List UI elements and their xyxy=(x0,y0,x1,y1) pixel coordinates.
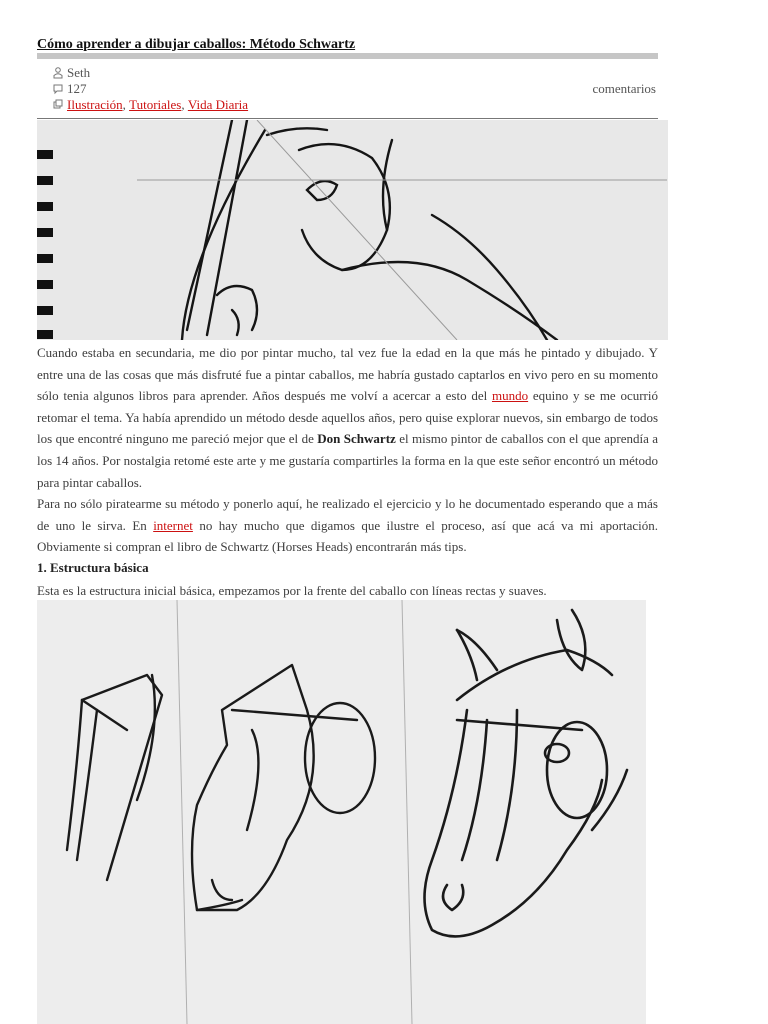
category-link-tutoriales[interactable]: Tutoriales xyxy=(129,97,182,112)
meta-categories: Ilustración , Tutoriales , Vida Diaria xyxy=(53,97,248,113)
comments-label[interactable]: comentarios xyxy=(592,81,656,96)
section-heading: 1. Estructura básica xyxy=(37,560,149,575)
horse-structure-drawing xyxy=(37,600,646,1024)
article-title[interactable]: Cómo aprender a dibujar caballos: Método Schwartz xyxy=(37,37,356,52)
comment-count[interactable]: 127 xyxy=(67,81,87,96)
paragraph-2: Para no sólo piratearme su método y ponerlo aquí, he realizado el ejercicio y lo he documentado esperando que a más de uno le sirva. En internet no hay mucho que digamos que ilustre el proceso, así que acá va mi aportación. Obviamente si compran el libro de Schwartz (Horses Heads) encontrarán más tips. xyxy=(37,496,659,555)
category-link-ilustracion[interactable]: Ilustración xyxy=(67,97,123,112)
category-link-vida-diaria[interactable]: Vida Diaria xyxy=(187,97,249,112)
horse-sketch-image xyxy=(37,120,668,340)
author-name[interactable]: Seth xyxy=(67,65,91,80)
folder-icon xyxy=(53,99,63,111)
paragraph-1: Cuando estaba en secundaria, me dio por pintar mucho, tal vez fue la edad en la que más he pintado y dibujado. Y entre una de las cosas que más disfruté fue a pintar caballos, me habría gustado captarlos en vivo pero en su momento sólo tenia algunos libros para aprender. Años después me volví a acercar a esto del mundo equino y se me ocurrió retomar el tema. Ya había aprendido un método desde aquellos años, pero quise explorar nuevos, sin embargo de todos los que encontré ninguno me pareció mejor que el de Don Schwartz el mismo pintor de caballos con el que aprendía a los 14 años. Por nostalgia retomé este arte y me gustaría compartirles la forma en la que este señor encontró un método para pintar caballos. xyxy=(37,345,659,490)
link-internet[interactable]: internet xyxy=(153,517,193,533)
link-mundo[interactable]: mundo xyxy=(491,388,529,404)
section-text: Esta es la estructura inicial básica, empezamos por la frente del caballo con líneas rectas y suaves. xyxy=(37,583,547,598)
bold-don-schwartz: Don Schwartz xyxy=(317,431,396,447)
meta-comments xyxy=(53,81,87,97)
article-meta xyxy=(37,59,658,119)
meta-author xyxy=(53,65,90,81)
comment-icon xyxy=(53,83,63,95)
user-icon xyxy=(53,67,63,79)
horse-sketch-drawing xyxy=(37,120,668,340)
horse-structure-image xyxy=(37,600,646,1024)
